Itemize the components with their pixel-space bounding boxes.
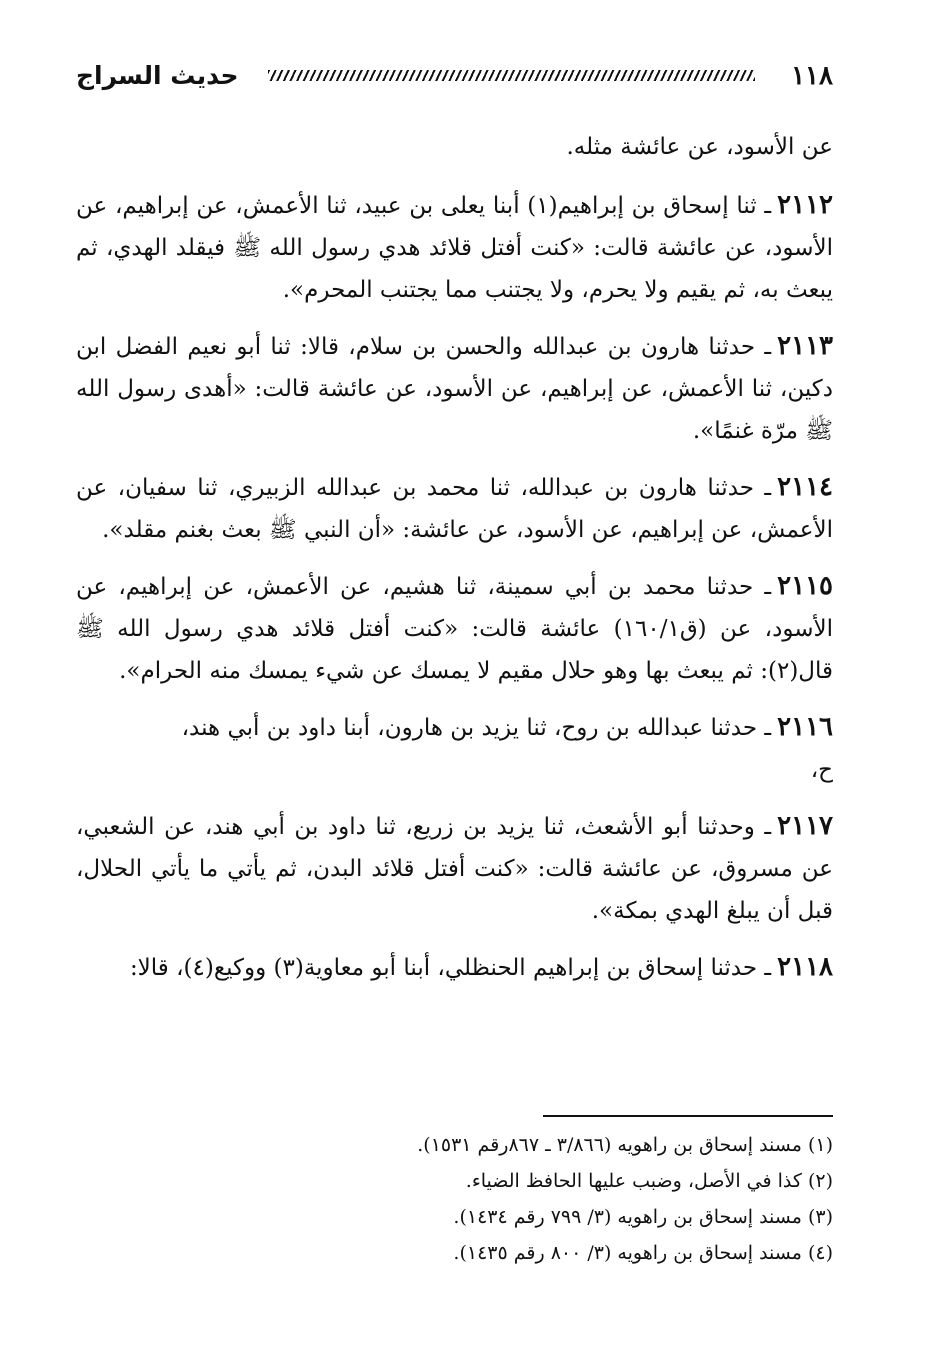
page-number: ١١٨ [791,61,833,91]
hadith-text: ـ حدثنا محمد بن أبي سمينة، ثنا هشيم، عن الأعمش، عن إبراهيم، عن الأسود، عن (ق١٦٠/١) عائشة قالت: «كنت أفتل قلائد هدي رسول الله ﷺ قال(٢): ثم يبعث بها وهو حلال مقيم لا يمسك عن شيء يمسك منه الحرام». [76,574,833,684]
header-ornament-rule [268,70,755,81]
hadith-2114 [76,466,833,551]
opening-line: عن الأسود، عن عائشة مثله. [566,134,833,160]
footnote-separator [543,1115,833,1117]
hadith-2116-continuation: ح، [810,757,833,783]
footnote-1: (١) مسند إسحاق بن راهويه (٣/٨٦٦ ـ ٨٦٧رقم ١٥٣١). [417,1134,833,1156]
footnote-4: (٤) مسند إسحاق بن راهويه (٣/ ٨٠٠ رقم ١٤٣٥). [453,1242,833,1264]
hadith-text: ـ وحدثنا أبو الأشعث، ثنا يزيد بن زريع، ثنا داود بن أبي هند، عن الشعبي، عن مسروق، عن عائشة قالت: «كنت أفتل قلائد البدن، ثم يأتي ما يأتي الحلال، قبل أن يبلغ الهدي بمكة». [76,814,833,924]
hadith-number: ٢١١٣ [777,331,833,361]
hadith-2118 [76,946,833,989]
hadith-text: ـ ثنا إسحاق بن إبراهيم(١) أبنا يعلى بن عبيد، ثنا الأعمش، عن إبراهيم، عن الأسود، عن عائشة قالت: «كنت أفتل قلائد هدي رسول الله ﷺ فيقلد الهدي، ثم يبعث به، ثم يقيم ولا يحرم، ولا يجتنب مما يجتنب المحرم». [76,193,833,303]
hadith-number: ٢١١٦ [777,712,833,742]
hadith-number: ٢١١٨ [777,952,833,982]
hadith-number: ٢١١٢ [777,190,833,220]
hadith-number: ٢١١٥ [777,571,833,601]
page-header [76,56,833,96]
footnotes [104,1115,833,1271]
hadith-text: ـ حدثنا إسحاق بن إبراهيم الحنظلي، أبنا أبو معاوية(٣) ووكيع(٤)، قالا: [129,955,772,981]
main-text [76,126,833,1003]
footnote-3: (٣) مسند إسحاق بن راهويه (٣/ ٧٩٩ رقم ١٤٣٤). [453,1206,833,1228]
hadith-text: ـ حدثنا عبدالله بن روح، ثنا يزيد بن هارون، أبنا داود بن أبي هند، [181,715,772,741]
hadith-2112 [76,184,833,311]
hadith-2116 [76,706,833,749]
hadith-number: ٢١١٧ [777,811,833,841]
hadith-text: ـ حدثنا هارون بن عبدالله والحسن بن سلام، قالا: ثنا أبو نعيم الفضل ابن دكين، ثنا الأعمش، عن إبراهيم، عن الأسود، عن عائشة قالت: «أهدى رسول الله ﷺ مرّة غنمًا». [76,334,833,444]
hadith-2115 [76,565,833,692]
hadith-number: ٢١١٤ [777,472,833,502]
hadith-2113 [76,325,833,452]
hadith-text: ـ حدثنا هارون بن عبدالله، ثنا محمد بن عبدالله الزبيري، ثنا سفيان، عن الأعمش، عن إبراهيم، عن الأسود، عن عائشة: «أن النبي ﷺ بعث بغنم مقلد». [76,475,833,543]
footnote-2: (٢) كذا في الأصل، وضبب عليها الحافظ الضياء. [465,1170,833,1192]
running-title: حديث السراج [76,61,239,90]
hadith-2117 [76,805,833,932]
